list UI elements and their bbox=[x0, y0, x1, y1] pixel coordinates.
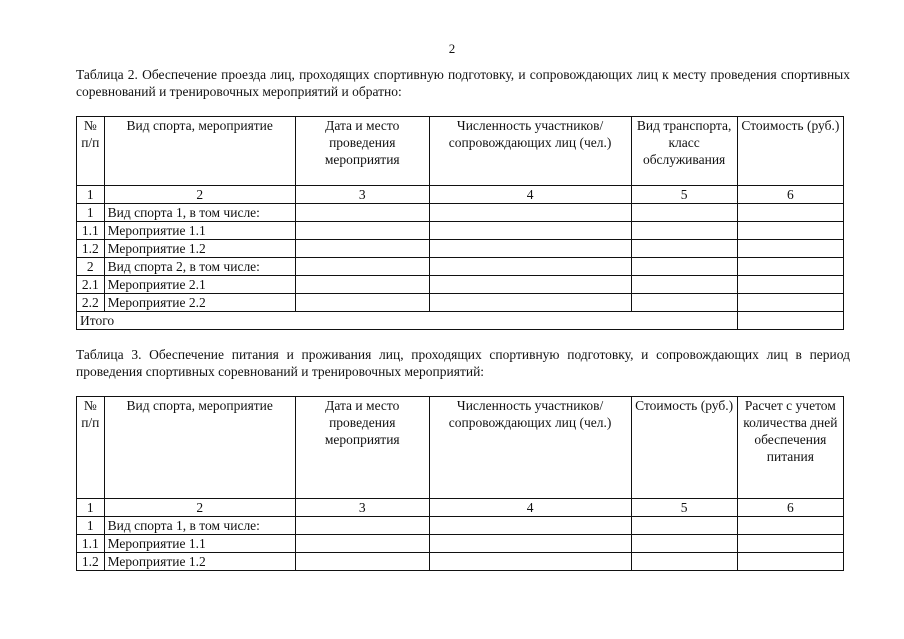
empty-cell bbox=[295, 204, 429, 222]
table2-header-transport: Вид транспорта, класс обслуживания bbox=[631, 117, 737, 186]
row-number: 1 bbox=[77, 517, 105, 535]
page-number: 2 bbox=[448, 41, 456, 56]
empty-cell bbox=[631, 294, 737, 312]
table2-header-num: № п/п bbox=[77, 117, 105, 186]
row-number: 2 bbox=[77, 258, 105, 276]
table2-index-cell: 3 bbox=[295, 186, 429, 204]
table-row bbox=[77, 294, 844, 312]
empty-cell bbox=[737, 294, 843, 312]
empty-cell bbox=[737, 553, 843, 571]
empty-cell bbox=[429, 517, 631, 535]
table3-header-row bbox=[77, 397, 844, 499]
row-name: Вид спорта 1, в том числе: bbox=[104, 517, 295, 535]
table3-header-date-place: Дата и место проведения мероприятия bbox=[295, 397, 429, 499]
row-number: 1.2 bbox=[77, 553, 105, 571]
table3-index-row bbox=[77, 499, 844, 517]
empty-cell bbox=[631, 258, 737, 276]
table2-index-row bbox=[77, 186, 844, 204]
table-row bbox=[77, 553, 844, 571]
empty-cell bbox=[295, 276, 429, 294]
empty-cell bbox=[429, 553, 631, 571]
table3-header-num: № п/п bbox=[77, 397, 105, 499]
empty-cell bbox=[737, 204, 843, 222]
table3 bbox=[76, 396, 844, 571]
row-name: Мероприятие 2.2 bbox=[104, 294, 295, 312]
table2-header-row bbox=[77, 117, 844, 186]
table3-index-cell: 4 bbox=[429, 499, 631, 517]
empty-cell bbox=[631, 240, 737, 258]
row-name: Мероприятие 2.1 bbox=[104, 276, 295, 294]
empty-cell bbox=[295, 535, 429, 553]
empty-cell bbox=[429, 222, 631, 240]
table-row bbox=[77, 517, 844, 535]
empty-cell bbox=[429, 535, 631, 553]
row-name: Мероприятие 1.2 bbox=[104, 240, 295, 258]
table3-header-sport: Вид спорта, мероприятие bbox=[104, 397, 295, 499]
row-name: Вид спорта 2, в том числе: bbox=[104, 258, 295, 276]
row-number: 1.2 bbox=[77, 240, 105, 258]
table3-header-cost: Стоимость (руб.) bbox=[631, 397, 737, 499]
empty-cell bbox=[737, 222, 843, 240]
table2-index-cell: 2 bbox=[104, 186, 295, 204]
empty-cell bbox=[631, 553, 737, 571]
row-number: 1 bbox=[77, 204, 105, 222]
empty-cell bbox=[631, 204, 737, 222]
empty-cell bbox=[295, 222, 429, 240]
table2-caption: Таблица 2. Обеспечение проезда лиц, проходящих спортивную подготовку, и сопровождающих лиц к месту проведения спортивных соревнований и тренировочных мероприятий и обратно: bbox=[76, 67, 850, 100]
table2-total-row bbox=[77, 312, 844, 330]
row-number: 1.1 bbox=[77, 222, 105, 240]
empty-cell bbox=[429, 204, 631, 222]
table3-index-cell: 1 bbox=[77, 499, 105, 517]
row-number: 1.1 bbox=[77, 535, 105, 553]
empty-cell bbox=[631, 222, 737, 240]
table2 bbox=[76, 116, 844, 330]
empty-cell bbox=[631, 276, 737, 294]
table3-header-meal-days: Расчет с учетом количества дней обеспечения питания bbox=[737, 397, 843, 499]
table-row bbox=[77, 240, 844, 258]
empty-cell bbox=[429, 294, 631, 312]
table2-header-participants: Численность участников/ сопровождающих лиц (чел.) bbox=[429, 117, 631, 186]
table3-index-cell: 5 bbox=[631, 499, 737, 517]
table-row bbox=[77, 222, 844, 240]
table2-header-sport: Вид спорта, мероприятие bbox=[104, 117, 295, 186]
row-number: 2.1 bbox=[77, 276, 105, 294]
empty-cell bbox=[295, 258, 429, 276]
table2-index-cell: 6 bbox=[737, 186, 843, 204]
table-row bbox=[77, 535, 844, 553]
empty-cell bbox=[737, 535, 843, 553]
table3-index-cell: 6 bbox=[737, 499, 843, 517]
table3-index-cell: 2 bbox=[104, 499, 295, 517]
row-name: Мероприятие 1.1 bbox=[104, 535, 295, 553]
empty-cell bbox=[295, 517, 429, 535]
empty-cell bbox=[429, 258, 631, 276]
empty-cell bbox=[631, 517, 737, 535]
table-row bbox=[77, 204, 844, 222]
empty-cell bbox=[737, 276, 843, 294]
table2-index-cell: 4 bbox=[429, 186, 631, 204]
table2-index-cell: 1 bbox=[77, 186, 105, 204]
table2-header-cost: Стоимость (руб.) bbox=[737, 117, 843, 186]
empty-cell bbox=[737, 517, 843, 535]
empty-cell bbox=[737, 258, 843, 276]
total-cost-cell bbox=[737, 312, 843, 330]
table-row bbox=[77, 258, 844, 276]
row-name: Вид спорта 1, в том числе: bbox=[104, 204, 295, 222]
empty-cell bbox=[631, 535, 737, 553]
row-name: Мероприятие 1.2 bbox=[104, 553, 295, 571]
empty-cell bbox=[295, 553, 429, 571]
row-number: 2.2 bbox=[77, 294, 105, 312]
empty-cell bbox=[295, 294, 429, 312]
total-label: Итого bbox=[77, 312, 738, 330]
table2-header-date-place: Дата и место проведения мероприятия bbox=[295, 117, 429, 186]
empty-cell bbox=[295, 240, 429, 258]
table-row bbox=[77, 276, 844, 294]
table2-index-cell: 5 bbox=[631, 186, 737, 204]
table3-caption: Таблица 3. Обеспечение питания и проживания лиц, проходящих спортивную подготовку, и сопровождающих лиц в период проведения спортивных соревнований и тренировочных мероприятий: bbox=[76, 347, 850, 380]
empty-cell bbox=[429, 276, 631, 294]
empty-cell bbox=[429, 240, 631, 258]
table3-header-participants: Численность участников/ сопровождающих лиц (чел.) bbox=[429, 397, 631, 499]
empty-cell bbox=[737, 240, 843, 258]
row-name: Мероприятие 1.1 bbox=[104, 222, 295, 240]
table3-index-cell: 3 bbox=[295, 499, 429, 517]
